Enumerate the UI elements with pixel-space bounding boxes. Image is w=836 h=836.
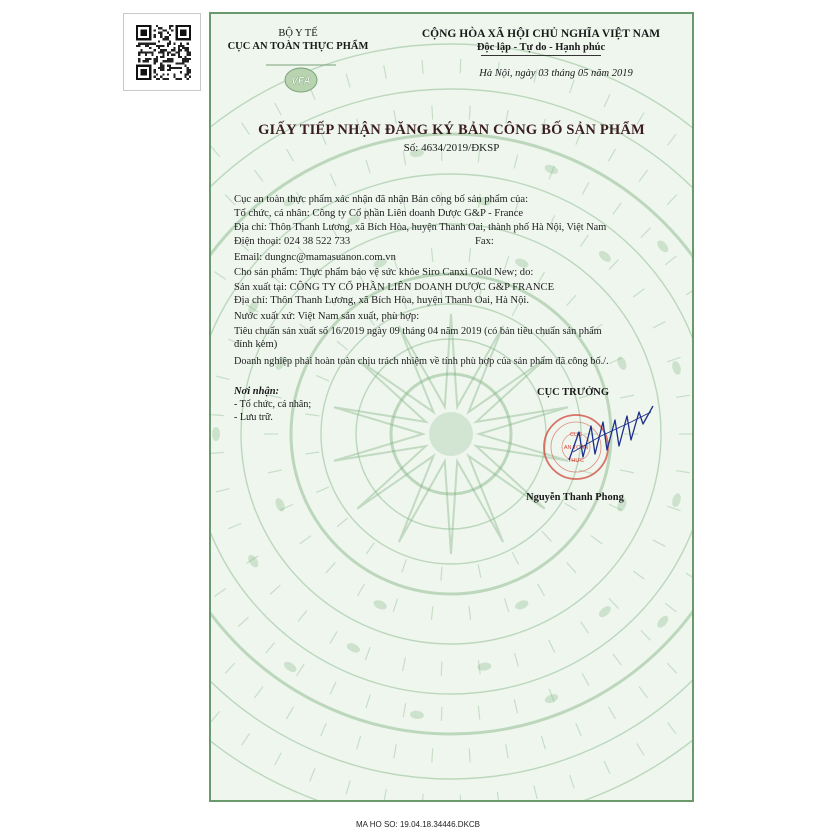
certificate-title: GIẤY TIẾP NHẬN ĐĂNG KÝ BẢN CÔNG BỐ SẢN PHẨM [258, 122, 645, 138]
svg-text:CỤC: CỤC [570, 432, 582, 438]
agency-name: CỤC AN TOÀN THỰC PHẨM [227, 41, 369, 52]
product-line: Cho sản phẩm: Thực phẩm bảo vệ sức khỏe Siro Canxi Gold New; do: [234, 267, 534, 278]
national-motto: Độc lập - Tự do - Hạnh phúc [476, 42, 606, 53]
fax-line: Fax: [475, 236, 494, 247]
signatory-name: Nguyễn Thanh Phong [526, 492, 624, 503]
svg-text:AN TOÀN: AN TOÀN [563, 445, 589, 451]
email-line: Email: dungnc@mamasuanon.com.vn [234, 252, 396, 263]
standard-line-1: Tiêu chuẩn sản xuất số 16/2019 ngày 09 tháng 04 năm 2019 (có bản tiêu chuẩn sản phẩm [234, 326, 602, 337]
ministry-name: BỘ Y TẾ [278, 28, 318, 39]
national-header [396, 28, 686, 79]
recipient-item: - Tổ chức, cá nhân; [234, 399, 312, 410]
responsibility-line: Doanh nghiệp phải hoàn toàn chịu trách nhiệm về tính phù hợp của sản phẩm đã công bố./. [234, 356, 609, 367]
organization-line: Tổ chức, cá nhân: Công ty Cổ phần Liên doanh Dược G&P - France [234, 208, 524, 219]
recipients-label: Nơi nhận: [234, 386, 280, 397]
signatory-role: CỤC TRƯỞNG [537, 387, 610, 398]
certificate [209, 12, 694, 802]
issue-date: Hà Nội, ngày 03 tháng 05 năm 2019 [479, 68, 633, 79]
svg-text:VFA: VFA [291, 76, 311, 87]
phone-line: Điện thoại: 024 38 522 733 [234, 236, 351, 247]
country-name: CỘNG HÒA XÃ HỘI CHỦ NGHĨA VIỆT NAM [421, 28, 661, 40]
issuer-block [223, 28, 373, 52]
certificate-number: Số: 4634/2019/ĐKSP [403, 142, 500, 154]
handwritten-signature [561, 402, 656, 472]
svg-text:THỰC: THỰC [567, 458, 585, 464]
address-line: Địa chỉ: Thôn Thanh Lương, xã Bích Hòa, huyện Thanh Oai, thành phố Hà Nội, Việt Nam [234, 222, 607, 233]
manufacturer-line: Sản xuất tại: CÔNG TY CỔ PHẦN LIÊN DOANH DƯỢC G&P FRANCE [234, 282, 555, 293]
qr-code [123, 13, 201, 91]
dossier-code: MA HO SO: 19.04.18.34446.DKCB [355, 820, 481, 829]
motto-underline [481, 55, 601, 56]
intro-line: Cục an toàn thực phẩm xác nhận đã nhận Bản công bố sản phẩm của: [234, 194, 529, 205]
origin-line: Nước xuất xứ: Việt Nam sản xuất, phù hợp: [234, 311, 420, 322]
recipient-item: - Lưu trữ. [234, 412, 273, 423]
manufacturer-address-line: Địa chỉ: Thôn Thanh Lương, xã Bích Hòa, huyện Thanh Oai, Hà Nội. [234, 295, 529, 306]
vfa-logo [266, 61, 336, 95]
standard-line-2: đính kèm) [234, 339, 278, 350]
